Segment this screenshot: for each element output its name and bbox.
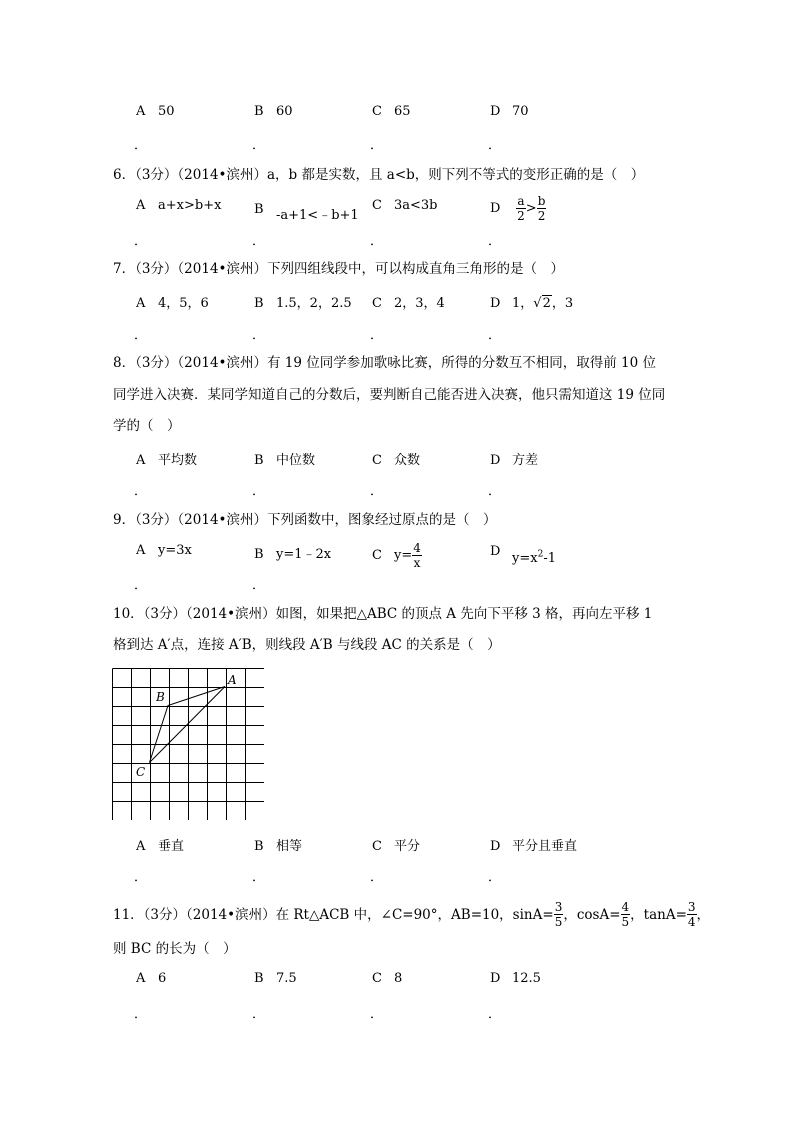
q10-option-d: D 平分且垂直 [490,839,578,854]
option-dot: ． [252,870,266,885]
q7-option-c: C 2，3，4 [372,296,445,311]
option-dot: ． [134,234,148,249]
grid-lines [113,669,265,821]
option-dot: ． [488,138,502,153]
q8-stem-line1: 8．（3分）（2014•滨州）有 19 位同学参加歌咏比赛，所得的分数互不相同，取得前 10 位 [113,355,657,371]
q8-option-d: D 方差 [490,453,539,468]
option-dot: ． [488,870,502,885]
q7-option-d: D 1，√2，3 [490,296,574,311]
option-dot: ． [488,484,502,499]
option-dot: ． [252,328,266,343]
q9-option-c: C y= $\frac{4}{x}$ [372,541,421,570]
q11-option-a: A 6 [136,971,167,986]
option-dot: ． [252,484,266,499]
option-dot: ． [370,234,384,249]
q10-option-a: A 垂直 [136,839,185,854]
option-dot: ． [134,578,148,593]
option-dot: ． [134,1007,148,1022]
q9-option-b: B y=1﹣2x [254,547,332,562]
q8-option-c: C 众数 [372,453,421,468]
q8-stem-line3: 学的（ ） [113,418,181,434]
q10-option-b: B 相等 [254,839,303,854]
fraction: $\frac{a}{2}$ [517,194,525,223]
q6-option-a: A a+x>b+x [136,198,222,213]
fraction: $\frac{3}{5}$ [554,900,563,929]
q10-option-c: C 平分 [372,839,421,854]
label-a: A [228,673,237,687]
option-dot: ． [134,484,148,499]
q10-stem-line1: 10．（3分）（2014•滨州）如图，如果把△ABC 的顶点 A 先向下平移 3 格，再向左平移 1 [113,606,653,622]
option-dot: ． [134,328,148,343]
q9-option-d: D $y=x^2-1$ [490,544,556,567]
q6-stem: 6．（3分）（2014•滨州）a，b 都是实数，且 a<b，则下列不等式的变形正确的是（ ） [113,167,645,183]
option-dot: ． [134,870,148,885]
q8-option-b: B 中位数 [254,453,316,468]
q6-option-b: B -a+1<﹣b+1 [254,202,359,223]
option-dot: ． [370,870,384,885]
option-dot: ． [488,234,502,249]
option-dot: ． [488,1007,502,1022]
q11-option-d: D 12.5 [490,971,541,986]
q5-option-b: B 60 [254,104,293,119]
fraction: $\frac{3}{4}$ [687,900,696,929]
q11-option-b: B 7.5 [254,971,297,986]
q11-option-c: C 8 [372,971,403,986]
q5-option-c: C 65 [372,104,411,119]
option-dot: ． [370,138,384,153]
option-dot: ． [488,328,502,343]
label-c: C [136,765,146,779]
q8-option-a: A 平均数 [136,453,198,468]
q10-stem-line2: 格到达 A′点，连接 A′B，则线段 A′B 与线段 AC 的关系是（ ） [113,637,501,653]
option-dot: ． [252,578,266,593]
option-dot: ． [134,138,148,153]
q7-option-b: B 1.5，2，2.5 [254,296,352,311]
grid-figure [112,668,264,820]
q7-stem: 7．（3分）（2014•滨州）下列四组线段中，可以构成直角三角形的是（ ） [113,261,564,277]
fraction: $\frac{4}{5}$ [621,900,630,929]
q11-stem-line1: 11．（3分）（2014•滨州）在 Rt△ACB 中，∠C=90°，AB=10，sinA= $\frac{3}{5}$ ，cosA= $\frac{4}{5}$ ，tanA= $\frac{3}{4}$ ， [113,900,711,929]
q6-option-d: D $\frac{a}{2}$ > $\frac{b}{2}$ [490,194,546,223]
q6-option-c: C 3a<3b [372,198,438,213]
q9-option-a: A y=3x [136,543,192,558]
sqrt-sign: √2 [533,296,551,311]
fraction: $\frac{b}{2}$ [537,194,546,223]
q7-option-a: A 4，5，6 [136,296,209,311]
fraction: $\frac{4}{x}$ [413,541,421,570]
option-dot: ． [370,484,384,499]
q9-stem: 9．（3分）（2014•滨州）下列函数中，图象经过原点的是（ ） [113,512,497,528]
option-dot: ． [252,138,266,153]
q11-stem-line2: 则 BC 的长为（ ） [113,941,237,957]
option-dot: ． [370,328,384,343]
option-dot: ． [370,1007,384,1022]
q5-option-a: A 50 [136,104,175,119]
q8-stem-line2: 同学进入决赛．某同学知道自己的分数后，要判断自己能否进入决赛，他只需知道这 19 位同 [113,387,666,403]
q5-option-d: D 70 [490,104,529,119]
option-dot: ． [252,234,266,249]
option-dot: ． [252,1007,266,1022]
label-b: B [156,690,165,704]
